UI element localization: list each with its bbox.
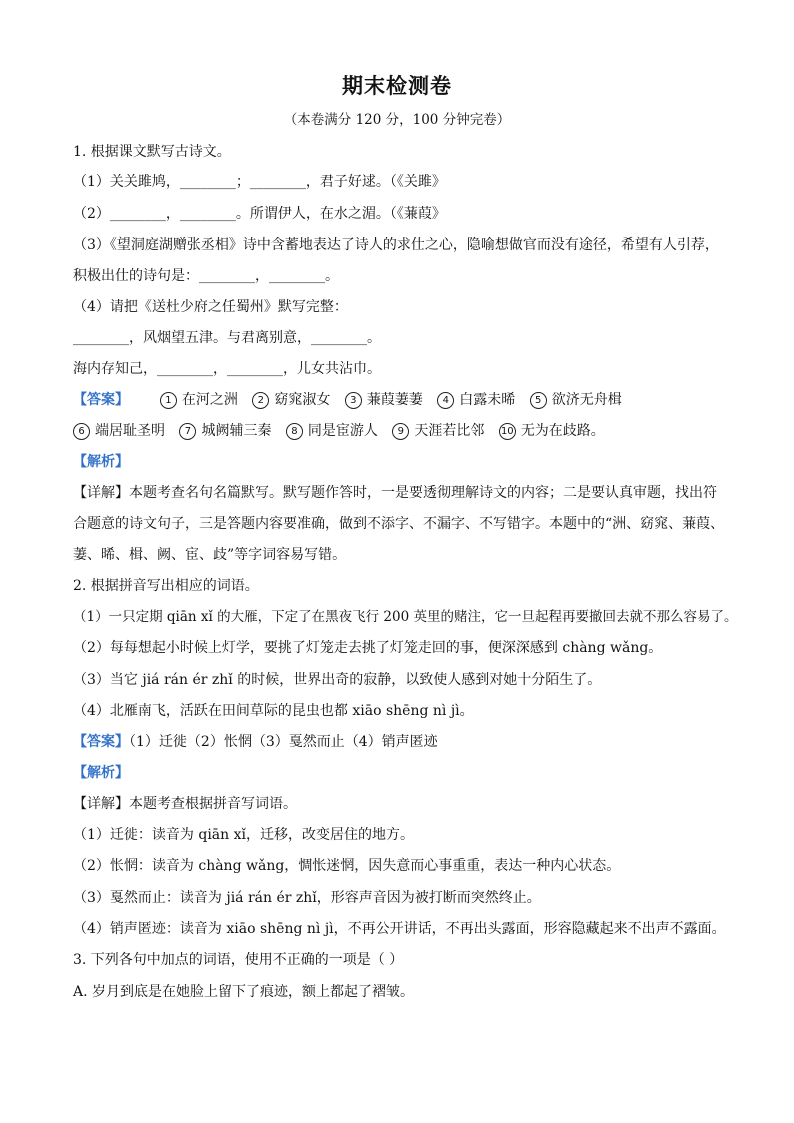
analysis-tag: 【解析】 [73,765,129,781]
answer-item [499,421,605,441]
answer-item [530,390,622,410]
circled-number: 7 [179,423,196,440]
answer-text: 窈窕淑女 [274,392,331,408]
q1-part4-line1: （4）请把《送杜少府之任蜀州》默写完整： [73,299,348,315]
q3-option-a: A. 岁月到底是在她脸上留下了痕迹，额上都起了褶皱。 [73,984,415,1000]
circled-number: 5 [530,392,547,409]
circled-number: 1 [160,392,177,409]
detail-text: 本题考查名句名篇默写。默写题作答时，一是要透彻理解诗文的内容；二是要认真审题，找出符 [129,485,717,501]
q1-part4-line2: ________，风烟望五津。与君离别意，________。 [73,330,381,346]
q1-part1: （1）关关雎鸠，________；________，君子好逑。（《关雎》 [73,174,446,190]
answer-text: 蒹葭萋萋 [366,392,423,408]
q1-part3-line1: （3）《望洞庭湖赠张丞相》诗中含蓄地表达了诗人的求仕之心，隐喻想做官而没有途径，希望有人引荐， [73,237,719,253]
answer-text: 白露未晞 [459,392,516,408]
answer-text: 城阙辅三秦 [201,423,272,439]
answer-item [73,421,165,441]
detail-tag: 【详解】 [73,796,129,812]
answer-item [286,421,378,441]
answer-item [160,390,238,410]
q1-part3-line2: 积极出仕的诗句是：________，________。 [73,268,339,284]
answer-item [437,390,515,410]
answer-text: 端居耻圣明 [95,423,165,439]
answer-item [252,390,330,410]
q1-stem: 1. 根据课文默写古诗文。 [73,144,231,160]
circled-number: 8 [286,423,303,440]
q1-detail-line3: 萋、晞、楫、阙、宦、歧”等字词容易写错。 [73,547,347,563]
q1-answer-row1 [73,390,734,410]
page-title: 期末检测卷 [342,73,452,98]
circled-number: 4 [437,392,454,409]
circled-number: 3 [345,392,362,409]
answer-text: （1）迁徙（2）怅惘（3）戛然而止（4）销声匿迹 [129,734,438,750]
circled-number: 2 [252,392,269,409]
answer-text: 无为在歧路。 [520,423,605,439]
answer-item [392,421,484,441]
q1-part2: （2）________，________。所谓伊人，在水之湄。（《蒹葭》 [73,206,446,222]
q2-analysis-tag [73,763,734,783]
q3-stem: 3. 下列各句中加点的词语，使用不正确的一项是（ ） [73,952,404,968]
q2-part4: （4）北雁南飞，活跃在田间草际的昆虫也都 xiāo shēng nì jì。 [73,703,474,719]
answer-item [345,390,423,410]
q2-explain-2: （2）怅惘：读音为 chàng wǎng，惆怅迷惘，因失意而心事重重，表达一种内心状态。 [73,858,621,874]
circled-number: 6 [73,423,90,440]
detail-tag: 【详解】 [73,485,129,501]
q2-part1: （1）一只定期 qiān xǐ 的大雁，下定了在黑夜飞行 200 英里的赌注，它一旦起程再要撤回去就不那么容易了。 [73,609,738,625]
q1-answer-row2 [73,421,734,441]
answer-text: 在河之洲 [181,392,238,408]
answer-tag: 【答案】 [73,734,129,750]
q2-part3: （3）当它 jiá rán ér zhǐ 的时候，世界出奇的寂静，以致使人感到对她十分陌生了。 [73,672,602,688]
answer-tag: 【答案】 [73,392,129,408]
q1-part4-line3: 海内存知己，________，________，儿女共沾巾。 [73,361,381,377]
circled-number: 10 [499,423,516,440]
q2-explain-4: （4）销声匿迹：读音为 xiāo shēng nì jì，不再公开讲话，不再出头露面，形容隐藏起来不出声不露面。 [73,921,726,937]
q2-detail-line [73,794,734,814]
q2-stem: 2. 根据拼音写出相应的词语。 [73,578,259,594]
q2-explain-1: （1）迁徙：读音为 qiān xǐ，迁移，改变居住的地方。 [73,827,414,843]
q1-detail-line2: 合题意的诗文句子，三是答题内容要准确，做到不添字、不漏字、不写错字。本题中的“洲、窈窕、蒹葭、 [73,516,725,532]
circled-number: 9 [392,423,409,440]
q2-explain-3: （3）戛然而止：读音为 jiá rán ér zhǐ，形容声音因为被打断而突然终止。 [73,890,541,906]
answer-text: 欲济无舟楫 [551,392,622,408]
detail-text: 本题考查根据拼音写词语。 [129,796,297,812]
analysis-tag: 【解析】 [73,454,129,470]
answer-text: 天涯若比邻 [414,423,485,439]
answer-text: 同是宦游人 [307,423,378,439]
q1-analysis-tag [73,452,734,472]
q2-part2: （2）每每想起小时候上灯学，要挑了灯笼走去挑了灯笼走回的事，便深深感到 chàng wǎng。 [73,640,663,656]
q1-detail-line1 [73,483,734,503]
q2-answer-row [73,732,734,752]
answer-item [179,421,271,441]
page-subtitle: （本卷满分 120 分，100 分钟完卷） [283,112,511,128]
